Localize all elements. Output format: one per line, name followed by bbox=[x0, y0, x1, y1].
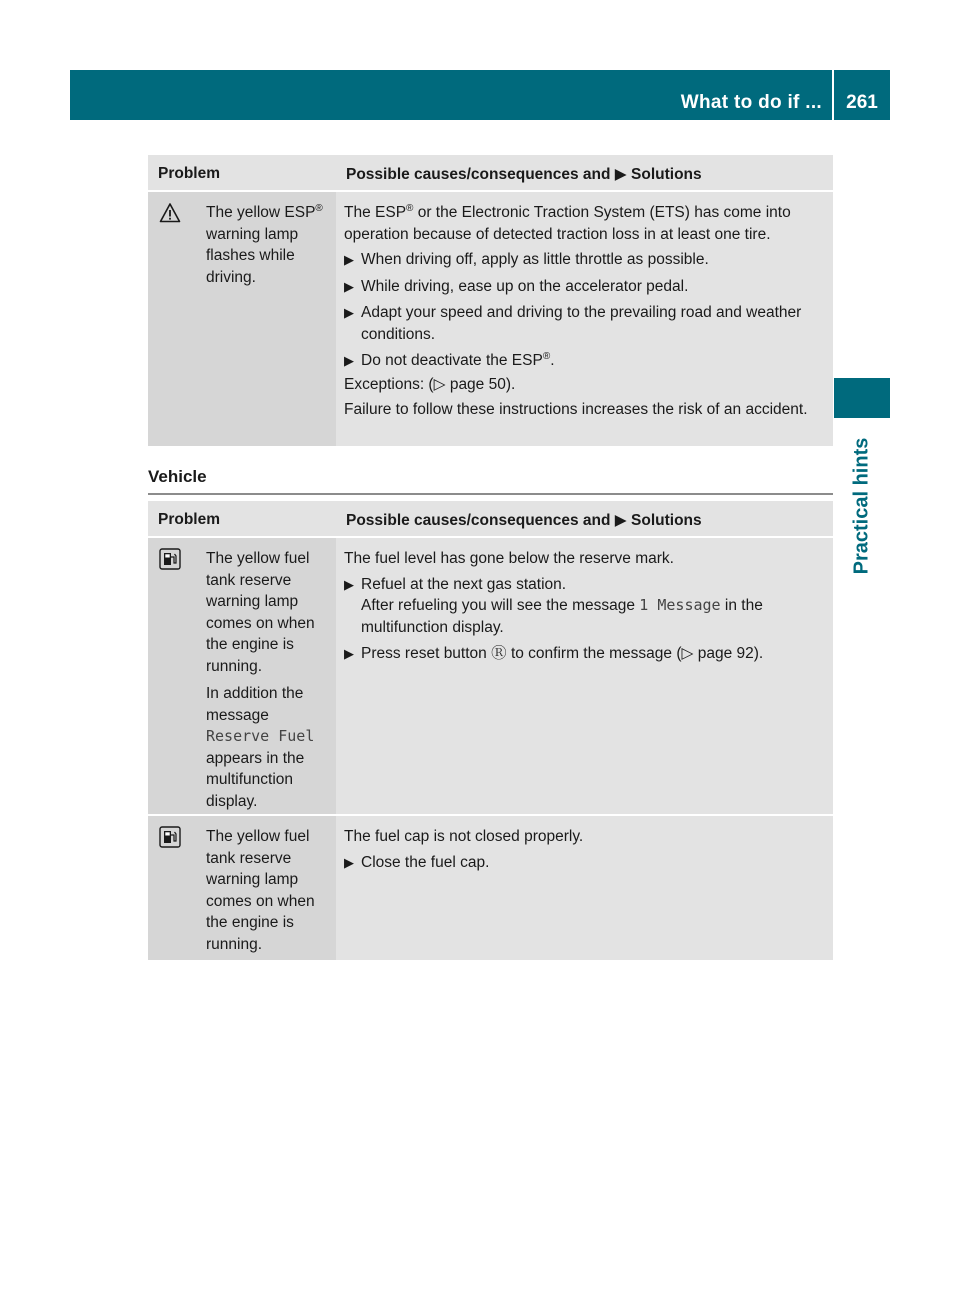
side-tab bbox=[834, 418, 890, 594]
table-row bbox=[148, 814, 833, 960]
fuel-pump-icon bbox=[158, 826, 182, 850]
esp-warning-icon bbox=[158, 202, 182, 226]
problem-column-header: Problem bbox=[158, 511, 221, 528]
arrow-icon: ▶ bbox=[344, 305, 354, 320]
arrow-icon: ▶ bbox=[614, 166, 627, 183]
page-header-title: What to do if ... bbox=[680, 92, 822, 113]
problem-text: The yellow fuel tank reserve warning lamp comes on when the engine is running. bbox=[206, 828, 315, 953]
table-header-row bbox=[148, 501, 833, 536]
solutions-header-suffix: Solutions bbox=[631, 512, 702, 529]
problem-text: The yellow fuel tank reserve warning lamp comes on when the engine is running. In addition the message Reserve Fuel appears in the multifunction display. bbox=[206, 550, 315, 810]
solution-step: ▶ Adapt your speed and driving to the prevailing road and weather conditions. bbox=[344, 302, 827, 345]
solution-step: ▶ When driving off, apply as little throttle as possible. bbox=[344, 249, 827, 271]
esp-table bbox=[148, 155, 833, 446]
arrow-icon: ▶ bbox=[344, 646, 354, 661]
fuel-pump-icon bbox=[158, 548, 182, 572]
solutions-header-suffix: Solutions bbox=[631, 166, 702, 183]
cause-text: The fuel level has gone below the reserve mark. bbox=[344, 550, 674, 567]
arrow-icon: ▶ bbox=[344, 252, 354, 267]
solutions-cell bbox=[336, 192, 833, 446]
solutions-cell bbox=[336, 816, 833, 960]
vehicle-table bbox=[148, 501, 833, 960]
problem-column-header: Problem bbox=[158, 165, 221, 182]
cause-text: The fuel cap is not closed properly. bbox=[344, 828, 584, 845]
problem-cell bbox=[148, 816, 336, 960]
table-row bbox=[148, 190, 833, 446]
cause-text: The ESP® or the Electronic Traction System (ETS) has come into operation because of detected traction loss in at least one tire. bbox=[344, 202, 791, 243]
solution-step: ▶ While driving, ease up on the accelerator pedal. bbox=[344, 276, 827, 298]
reset-button-icon: Ⓡ bbox=[491, 645, 507, 662]
display-message-code: 1 Message bbox=[639, 596, 721, 614]
solution-step: ▶ Do not deactivate the ESP®. bbox=[344, 350, 827, 372]
solutions-header-prefix: Possible causes/consequences and bbox=[346, 166, 611, 183]
arrow-icon: ▶ bbox=[614, 512, 627, 529]
table-row bbox=[148, 536, 833, 814]
section-heading: Vehicle bbox=[148, 467, 833, 495]
arrow-icon: ▶ bbox=[344, 576, 354, 592]
side-tab-label: Practical hints bbox=[850, 437, 873, 575]
solutions-column-header bbox=[336, 155, 833, 190]
table-header-row bbox=[148, 155, 833, 190]
page-number: 261 bbox=[846, 92, 878, 113]
solutions-header-prefix: Possible causes/consequences and bbox=[346, 512, 611, 529]
solutions-cell bbox=[336, 538, 833, 814]
solutions-column-header bbox=[336, 501, 833, 536]
solution-step: ▶ Refuel at the next gas station. After refueling you will see the message 1 Message in the multifunction display. bbox=[344, 574, 827, 639]
solution-step: ▶ Close the fuel cap. bbox=[344, 852, 827, 874]
side-tab-marker bbox=[834, 378, 890, 418]
problem-cell bbox=[148, 538, 336, 814]
solution-step: ▶ Press reset button Ⓡ to confirm the message (▷ page 92). bbox=[344, 643, 827, 665]
failure-warning-text: Failure to follow these instructions increases the risk of an accident. bbox=[344, 401, 808, 418]
arrow-icon: ▶ bbox=[344, 353, 354, 368]
problem-cell bbox=[148, 192, 336, 446]
arrow-icon: ▶ bbox=[344, 854, 354, 870]
page-header-bar bbox=[70, 70, 832, 120]
arrow-icon: ▶ bbox=[344, 278, 354, 294]
page-number-box bbox=[834, 70, 890, 120]
exceptions-text: Exceptions: (▷ page 50). bbox=[344, 375, 516, 393]
problem-text: The yellow ESP® warning lamp flashes while driving. bbox=[206, 202, 323, 286]
display-message-code: Reserve Fuel bbox=[206, 727, 315, 745]
